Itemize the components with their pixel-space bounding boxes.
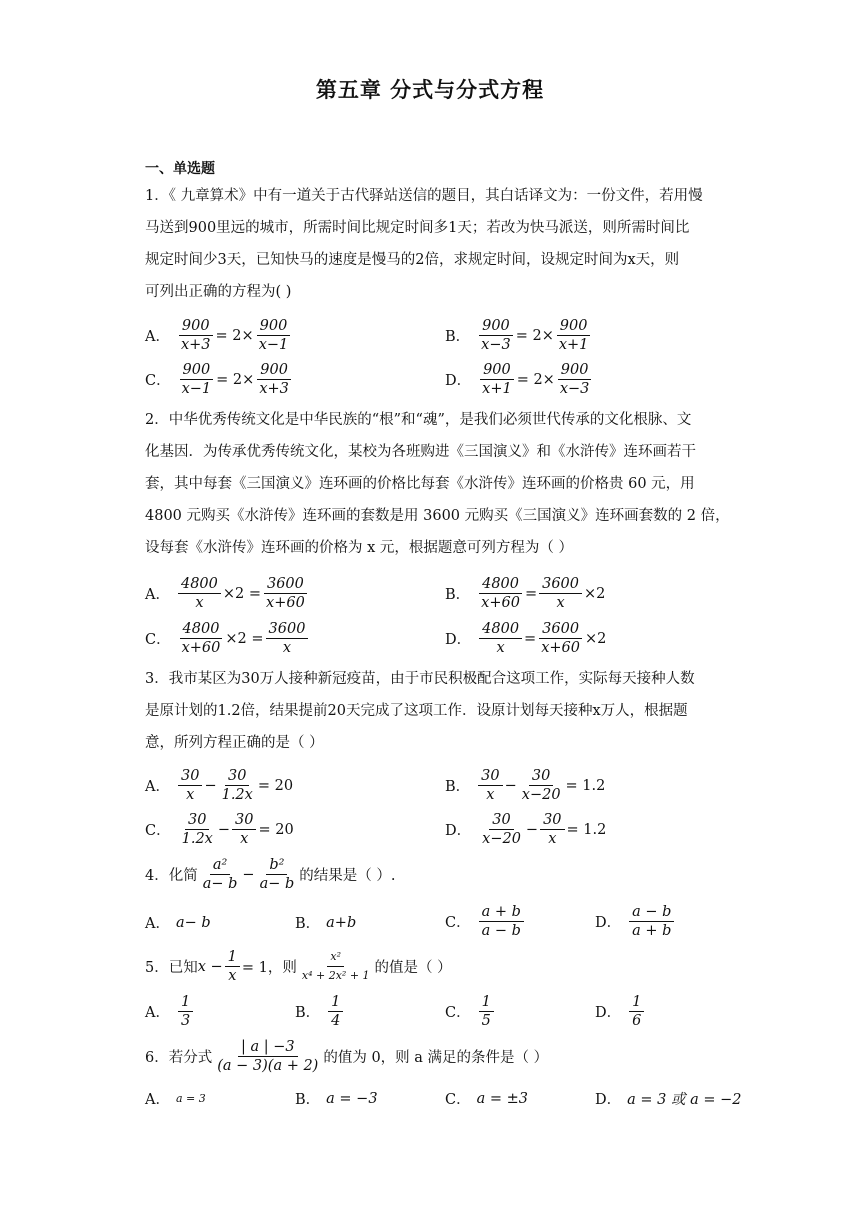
fraction: $\frac{4800}{x+60}$ [179,621,224,656]
fraction: $\frac{900}{x+1}$ [556,318,592,353]
q6-option-d[interactable] [595,1088,741,1109]
option-label: C． [445,1092,471,1108]
fraction: $\frac{900}{x-1}$ [256,318,292,353]
fraction: $\frac{900}{x+3}$ [256,362,292,397]
question-2-line: 4800 元购买《水浒传》连环画的套数是用 3600 元购买《三国演义》连环画套数的 2 倍， [145,508,730,524]
fraction: $\frac{900}{x+3}$ [178,318,214,353]
option-expression: a+b [326,914,357,931]
condition-tail: = 1，则 [241,960,297,976]
operator: − [217,821,231,838]
question-2-line: 化基因．为传承优秀传统文化，某校为各班购进《三国演义》和《水浒传》连环画若干 [145,444,696,460]
q1-option-d[interactable] [445,362,594,397]
option-expression: a− b [175,914,211,931]
fraction: $\frac{a + b}{a - b}$ [479,904,524,939]
option-label: A． [145,329,170,345]
q5-option-a[interactable] [145,994,195,1029]
section-heading: 一、单选题 [145,161,215,177]
q5-option-c[interactable] [445,994,496,1029]
question-1 [145,180,720,308]
operator: = 1.2 [565,777,606,794]
q4-option-d[interactable] [595,904,676,939]
operator: − [504,777,517,794]
operator: ×2 [584,630,607,647]
fraction: $\frac{30}{x}$ [178,768,202,803]
fraction: $\frac{| a | -3}{(a - 3)(a + 2)}$ [217,1039,319,1074]
fraction: $\frac{\text{a²}}{a- b}$ [202,857,238,892]
operator: ×2 = [222,585,262,602]
fraction: $\frac{3600}{x}$ [539,576,582,611]
operator: = [524,630,537,647]
fraction: $\frac{1}{3}$ [178,994,193,1029]
fraction: $\frac{4800}{x}$ [479,621,522,656]
q6-option-c[interactable] [445,1088,528,1109]
q6-option-a[interactable] [145,1088,206,1109]
fraction: $\frac{1}{5}$ [479,994,494,1029]
option-expression: a = ±3 [476,1090,528,1107]
condition-expression: x − [197,958,223,975]
option-expression: a = 3 [175,1092,206,1105]
fraction: $\frac{30}{1.2x}$ [181,812,213,847]
question-2 [145,404,730,564]
option-label: C． [445,1005,471,1021]
fraction: $\frac{900}{x-3}$ [478,318,514,353]
q6-option-b[interactable] [295,1088,378,1109]
option-label: C． [445,915,471,931]
q2-option-a[interactable] [145,576,310,611]
option-expression: a = −3 [326,1090,378,1107]
fraction: $\frac{1}{6}$ [629,994,644,1029]
q4-option-c[interactable] [445,904,526,939]
question-6-suffix: 的值为 0，则 a 满足的条件是（ ） [323,1050,549,1066]
question-4-prefix: 4．化简 [145,868,198,884]
operator: = 20 [258,821,294,838]
q3-option-c[interactable] [145,812,294,847]
page-title: 第五章 分式与分式方程 [315,78,545,102]
fraction: $\frac{900}{x-1}$ [179,362,215,397]
fraction: $\frac{30}{x-20}$ [521,768,561,803]
operator: − [242,866,255,883]
q5-option-b[interactable] [295,994,345,1029]
option-label: A． [145,1005,170,1021]
option-label: A． [145,779,170,795]
fraction: $\frac{4800}{x}$ [178,576,221,611]
question-4-suffix: 的结果是（ ）. [299,868,396,884]
option-label: A． [145,587,170,603]
q2-option-b[interactable] [445,576,605,611]
option-label: A． [145,1092,170,1108]
option-label: B． [445,329,471,345]
option-label: C． [145,632,171,648]
q4-option-b[interactable] [295,912,356,933]
fraction: $\frac{3600}{x+60}$ [538,621,583,656]
option-label: D． [445,632,472,648]
question-4 [145,857,395,892]
option-label: B． [445,587,471,603]
question-3-line: 意，所列方程正确的是（ ） [145,735,324,751]
question-6-prefix: 6．若分式 [145,1050,213,1066]
option-label: D． [595,915,622,931]
operator: = 20 [257,777,294,794]
option-label: B． [295,916,321,932]
question-5 [145,949,452,984]
operator: ×2 [584,585,606,602]
question-2-line: 套，其中每套《三国演义》连环画的价格比每套《水浒传》连环画的价格贵 60 元，用 [145,476,695,492]
operator: = [524,585,538,602]
q5-option-d[interactable] [595,994,646,1029]
operator: − [525,821,539,838]
q4-option-a[interactable] [145,912,211,933]
fraction: $\frac{30}{x}$ [232,812,256,847]
operator: = 1.2 [566,821,607,838]
fraction: $\frac{30}{1.2x}$ [221,768,253,803]
fraction: $\frac{30}{x}$ [540,812,564,847]
question-1-line: 可列出正确的方程为( ) [145,284,292,300]
fraction: $\frac{30}{x}$ [478,768,502,803]
option-label: D． [445,373,472,389]
fraction: $\frac{a - b}{a + b}$ [629,904,674,939]
question-3-line: 3．我市某区为30万人接种新冠疫苗，由于市民积极配合这项工作，实际每天接种人数 [145,671,695,687]
question-6 [145,1039,548,1074]
question-1-line: 1．《 九章算术》中有一道关于古代驿站送信的题目，其白话译文为：一份文件，若用慢 [145,188,703,204]
fraction: $\frac{900}{x-3}$ [557,362,593,397]
q3-option-d[interactable] [445,812,606,847]
option-label: C． [145,373,171,389]
operator: = 2× [515,327,554,344]
question-3-line: 是原计划的1.2倍，结果提前20天完成了这项工作．设原计划每天接种x万人，根据题 [145,703,688,719]
fraction: $\frac{3600}{x}$ [266,621,309,656]
option-label: B． [295,1092,321,1108]
question-3 [145,663,720,759]
question-5-prefix: 5．已知 [145,960,198,976]
question-2-line: 2．中华优秀传统文化是中华民族的“根”和“魂”，是我们必须世代传承的文化根脉、文 [145,412,692,428]
operator: ×2 = [225,630,264,647]
option-expression: a = 3 或 a = −2 [627,1092,742,1108]
option-label: C． [145,823,171,839]
option-label: D． [595,1092,622,1108]
question-1-line: 马送到900里远的城市，所需时间比规定时间多1天；若改为快马派送，则所需时间比 [145,220,690,236]
option-label: B． [295,1005,321,1021]
q1-option-b[interactable] [445,318,593,353]
option-label: B． [445,779,471,795]
fraction: $\frac{1}{x}$ [225,949,240,984]
question-1-line: 规定时间少3天，已知快马的速度是慢马的2倍，求规定时间，设规定时间为x天，则 [145,252,680,268]
fraction: $\frac{\text{b²}}{a- b}$ [259,857,295,892]
fraction: $\frac{900}{x+1}$ [479,362,515,397]
q2-option-d[interactable] [445,621,606,656]
operator: = 2× [516,371,555,388]
question-2-line: 设每套《水浒传》连环画的价格为 x 元，根据题意可列方程为（ ） [145,540,574,556]
fraction: $\frac{4800}{x+60}$ [478,576,523,611]
option-label: D． [445,823,472,839]
operator: = 2× [215,327,254,344]
question-5-suffix: 的值是（ ） [374,960,452,976]
fraction: $\frac{1}{4}$ [328,994,343,1029]
operator: = 2× [216,371,255,388]
q2-option-c[interactable] [145,621,310,656]
option-label: D． [595,1005,622,1021]
fraction: $\frac{\text{x²}}{\text{x⁴ + 2x² + 1}}$ [301,950,370,982]
q1-option-a[interactable] [145,318,293,353]
q1-option-c[interactable] [145,362,294,397]
fraction: $\frac{3600}{x+60}$ [263,576,308,611]
operator: − [204,777,217,794]
fraction: $\frac{30}{x-20}$ [482,812,521,847]
q3-option-a[interactable] [145,768,293,803]
option-label: A． [145,916,170,932]
q3-option-b[interactable] [445,768,605,803]
